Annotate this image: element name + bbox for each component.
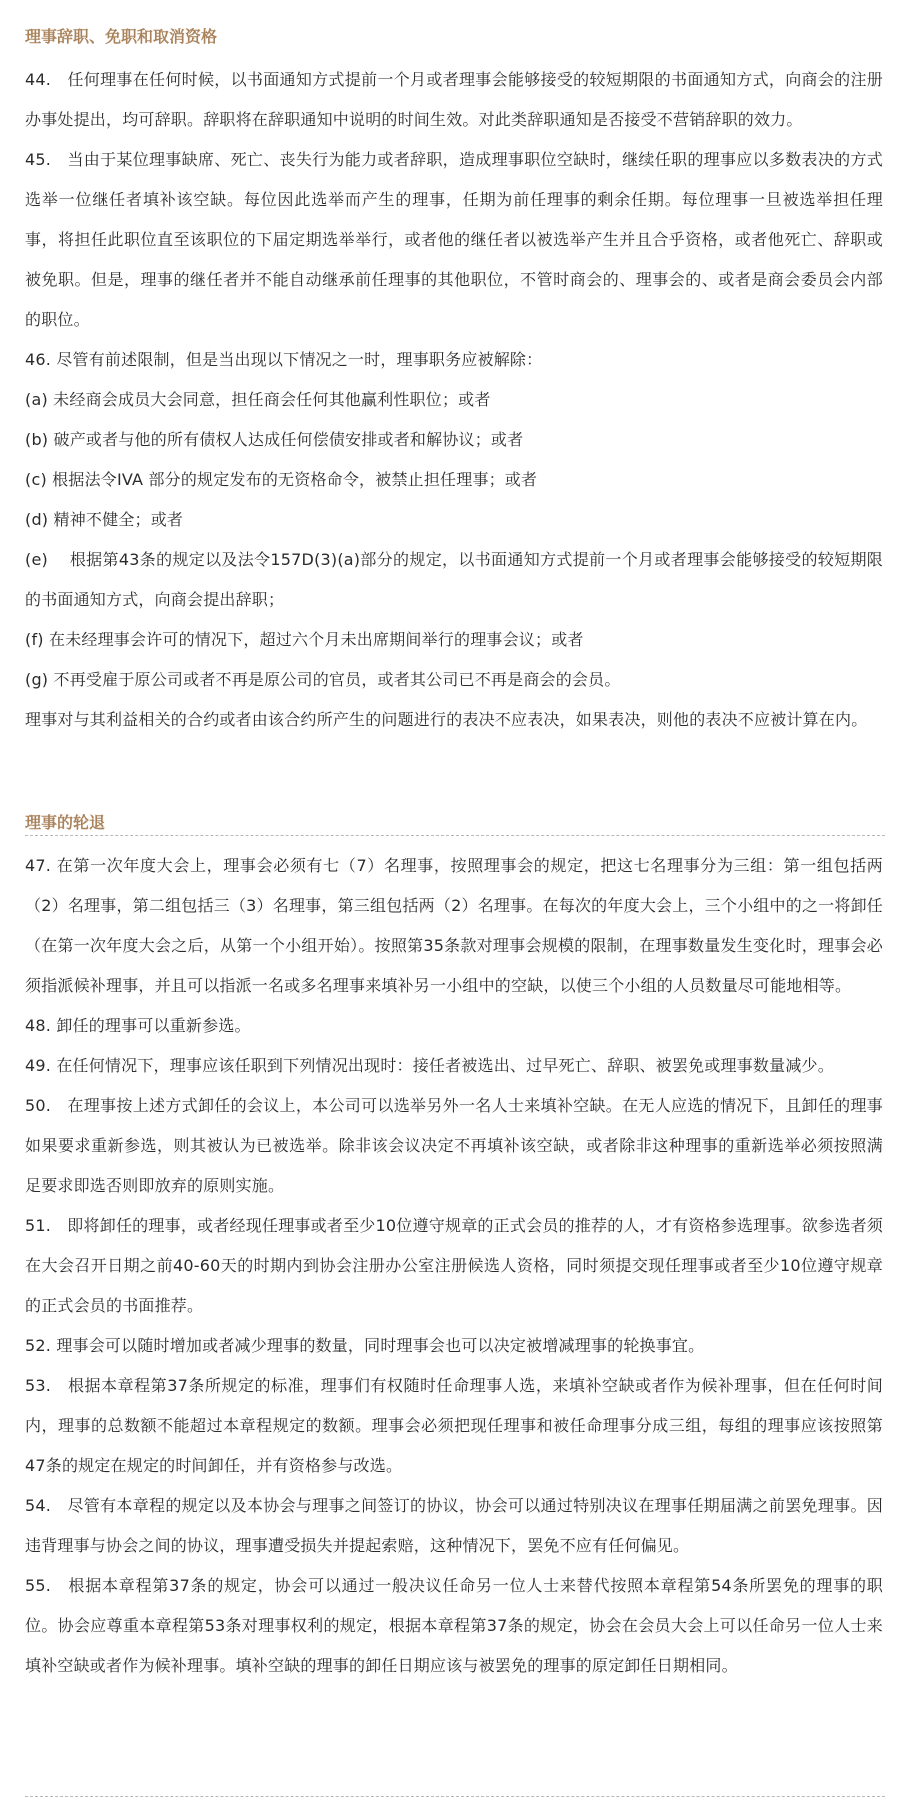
article-54: 54. 尽管有本章程的规定以及本协会与理事之间签订的协议，协会可以通过特别决议在理事任期届满之前罢免理事。因违背理事与协会之间的协议，理事遭受损失并提起索赔，这种情况下，罢免不应有任何偏见。 (25, 1496, 883, 1555)
article-49: 49. 在任何情况下，理事应该任职到下列情况出现时：接任者被选出、过早死亡、辞职、被罢免或理事数量减少。 (25, 1056, 834, 1075)
article-48: 48. 卸任的理事可以重新参选。 (25, 1016, 251, 1035)
article-52: 52. 理事会可以随时增加或者减少理事的数量，同时理事会也可以决定被增减理事的轮换事宜。 (25, 1336, 705, 1355)
article-45: 45. 当由于某位理事缺席、死亡、丧失行为能力或者辞职，造成理事职位空缺时，继续任职的理事应以多数表决的方式选举一位继任者填补该空缺。每位因此选举而产生的理事，任期为前任理事的剩余任期。每位理事一旦被选举担任理事，将担任此职位直至该职位的下届定期选举举行，或者他的继任者以被选举产生并且合乎资格，或者他死亡、辞职或被免职。但是，理事的继任者并不能自动继承前任理事的其他职位，不管时商会的、理事会的、或者是商会委员会内部的职位。 (25, 150, 883, 329)
article-51: 51. 即将卸任的理事，或者经现任理事或者至少10位遵守规章的正式会员的推荐的人，才有资格参选理事。欲参选者须在大会召开日期之前40-60天的时期内到协会注册办公室注册候选人资格，同时须提交现任理事或者至少10位遵守规章的正式会员的书面推荐。 (25, 1216, 883, 1315)
article-47: 47. 在第一次年度大会上，理事会必须有七（7）名理事，按照理事会的规定，把这七名理事分为三组：第一组包括两（2）名理事，第二组包括三（3）名理事，第三组包括两（2）名理事。在每次的年度大会上，三个小组中的之一将卸任（在第一次年度大会之后，从第一个小组开始）。按照第35条款对理事会规模的限制，在理事数量发生变化时，理事会必须指派候补理事，并且可以指派一名或多名理事来填补另一小组中的空缺，以使三个小组的人员数量尽可能地相等。 (25, 856, 883, 995)
section-title-resignation: 理事辞职、免职和取消资格 (25, 27, 218, 46)
section-title-rotation: 理事的轮退 (25, 813, 106, 832)
article-50: 50. 在理事按上述方式卸任的会议上，本公司可以选举另外一名人士来填补空缺。在无人应选的情况下，且卸任的理事如果要求重新参选，则其被认为已被选举。除非该会议决定不再填补该空缺，或者除非这种理事的重新选举必须按照满足要求即选否则即放弃的原则实施。 (25, 1096, 883, 1195)
article-44: 44. 任何理事在任何时候，以书面通知方式提前一个月或者理事会能够接受的较短期限的书面通知方式，向商会的注册办事处提出，均可辞职。辞职将在辞职通知中说明的时间生效。对此类辞职通知是否接受不营销辞职的效力。 (25, 70, 883, 129)
article-46: 46. 尽管有前述限制，但是当出现以下情况之一时，理事职务应被解除： (25, 350, 543, 369)
article-53: 53. 根据本章程第37条所规定的标准，理事们有权随时任命理事人选，来填补空缺或者作为候补理事，但在任何时间内，理事的总数额不能超过本章程规定的数额。理事会必须把现任理事和被任命理事分成三组，每组的理事应该按照第47条的规定在规定的时间卸任，并有资格参与改选。 (25, 1376, 883, 1475)
article-46-item-e: (e) 根据第43条的规定以及法令157D(3)(a)部分的规定，以书面通知方式提前一个月或者理事会能够接受的较短期限的书面通知方式，向商会提出辞职； (25, 550, 883, 609)
section-divider (25, 835, 885, 836)
document-body (25, 0, 883, 1686)
article-46-item-f: (f) 在未经理事会许可的情况下，超过六个月未出席期间举行的理事会议；或者 (25, 630, 584, 649)
article-46-item-a: (a) 未经商会成员大会同意，担任商会任何其他赢利性职位；或者 (25, 390, 491, 409)
article-46-item-c: (c) 根据法令IVA 部分的规定发布的无资格命令，被禁止担任理事；或者 (25, 470, 538, 489)
article-46-item-b: (b) 破产或者与他的所有债权人达成任何偿债安排或者和解协议；或者 (25, 430, 524, 449)
article-46-item-d: (d) 精神不健全；或者 (25, 510, 184, 529)
voting-clause: 理事对与其利益相关的合约或者由该合约所产生的问题进行的表决不应表决，如果表决，则他的表决不应被计算在内。 (25, 710, 868, 729)
bottom-divider (25, 1796, 885, 1797)
article-55: 55. 根据本章程第37条的规定，协会可以通过一般决议任命另一位人士来替代按照本章程第54条所罢免的理事的职位。协会应尊重本章程第53条对理事权利的规定，根据本章程第37条的规定，协会在会员大会上可以任命另一位人士来填补空缺或者作为候补理事。填补空缺的理事的卸任日期应该与被罢免的理事的原定卸任日期相同。 (25, 1576, 883, 1675)
article-46-item-g: (g) 不再受雇于原公司或者不再是原公司的官员，或者其公司已不再是商会的会员。 (25, 670, 621, 689)
